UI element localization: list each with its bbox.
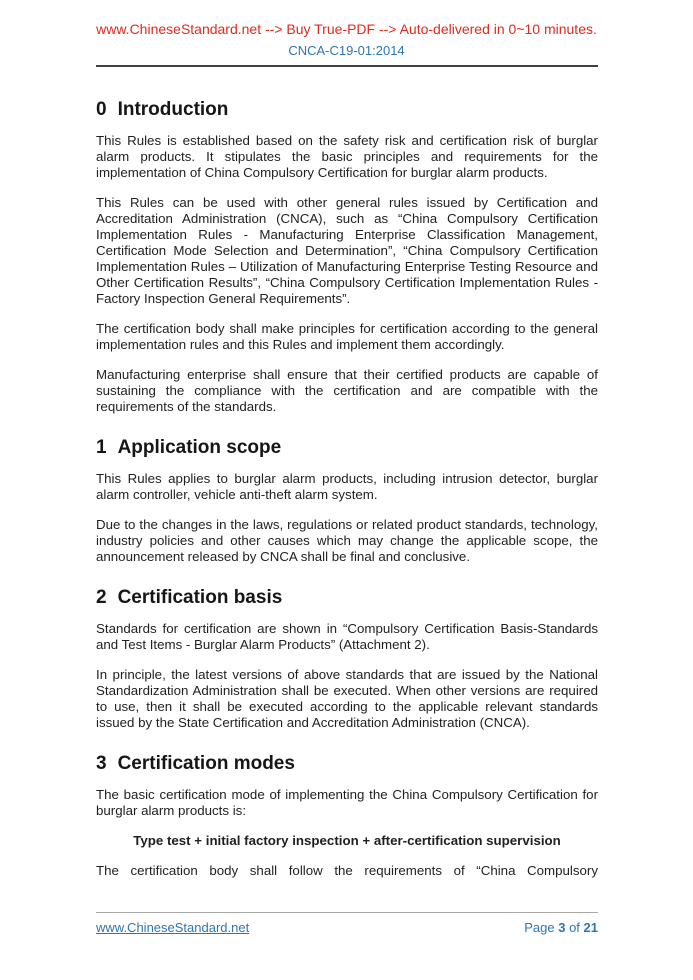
section-number: 0 [96, 99, 107, 120]
section-title: Certification modes [117, 753, 295, 774]
section-number: 2 [96, 587, 107, 608]
section-introduction [96, 99, 598, 415]
paragraph: This Rules can be used with other general rules issued by Certification and Accreditation Administration (CNCA), such as “China Compulsory Certification Implementation Rules - Manufacturing Enterprise Classification Management, Certification Mode Selection and Determination”, “China Compulsory Certification Implementation Rules – Utilization of Manufacturing Enterprise Testing Resource and Other Certification Results”, “China Compulsory Certification Implementation Rules - Factory Inspection General Requirements”. [96, 195, 598, 306]
section-title: Certification basis [117, 587, 283, 608]
page-word: Page [524, 920, 559, 935]
section-heading-certification-basis [96, 587, 598, 609]
doc-code: CNCA-C19-01:2014 [288, 43, 405, 58]
section-application-scope [96, 437, 598, 565]
paragraph: This Rules is established based on the safety risk and certification risk of burglar alarm products. It stipulates the basic principles and requirements for the implementation of China Compulsory Certification for burglar alarm products. [96, 133, 598, 180]
paragraph-continued: The certification body shall follow the requirements of “China Compulsory [96, 863, 598, 878]
paragraph: Standards for certification are shown in “Compulsory Certification Basis-Standards and Test Items - Burglar Alarm Products” (Attachment 2). [96, 621, 598, 652]
buy-pdf-banner: www.ChineseStandard.net --> Buy True-PDF --> Auto-delivered in 0~10 minutes. [96, 21, 597, 37]
document-body [0, 67, 693, 893]
paragraph: Manufacturing enterprise shall ensure that their certified products are capable of sustaining the compliance with the certification and are compatible with the requirements of the standards. [96, 367, 598, 414]
page-total: 21 [583, 920, 598, 935]
paragraph: The basic certification mode of implementing the China Compulsory Certification for burglar alarm products is: [96, 787, 598, 818]
section-certification-basis [96, 587, 598, 731]
certification-mode-formula: Type test + initial factory inspection + after-certification supervision [133, 833, 561, 848]
paragraph: The certification body shall make principles for certification according to the general implementation rules and this Rules and implement them accordingly. [96, 321, 598, 352]
section-heading-application-scope [96, 437, 598, 459]
page-footer [0, 912, 693, 980]
section-heading-certification-modes [96, 753, 598, 775]
footer-site-link[interactable]: www.ChineseStandard.net [96, 920, 250, 935]
footer-divider [96, 912, 598, 913]
section-number: 3 [96, 753, 107, 774]
footer-row [96, 920, 598, 936]
paragraph: In principle, the latest versions of above standards that are issued by the National Standardization Administration shall be executed. When other versions are required to use, then it shall be executed according to the applicable relevant standards issued by the State Certification and Accreditation Administration (CNCA). [96, 667, 598, 730]
page-indicator [524, 920, 598, 936]
section-certification-modes [96, 753, 598, 879]
section-heading-introduction [96, 99, 598, 121]
paragraph: This Rules applies to burglar alarm products, including intrusion detector, burglar alarm controller, vehicle anti-theft alarm system. [96, 471, 598, 502]
section-title: Introduction [117, 99, 229, 120]
page-current: 3 [558, 920, 566, 935]
section-title: Application scope [117, 437, 282, 458]
paragraph: Due to the changes in the laws, regulations or related product standards, technology, industry policies and other causes which may change the applicable scope, the announcement released by CNCA shall be final and conclusive. [96, 517, 598, 564]
of-word: of [565, 920, 584, 935]
section-number: 1 [96, 437, 107, 458]
